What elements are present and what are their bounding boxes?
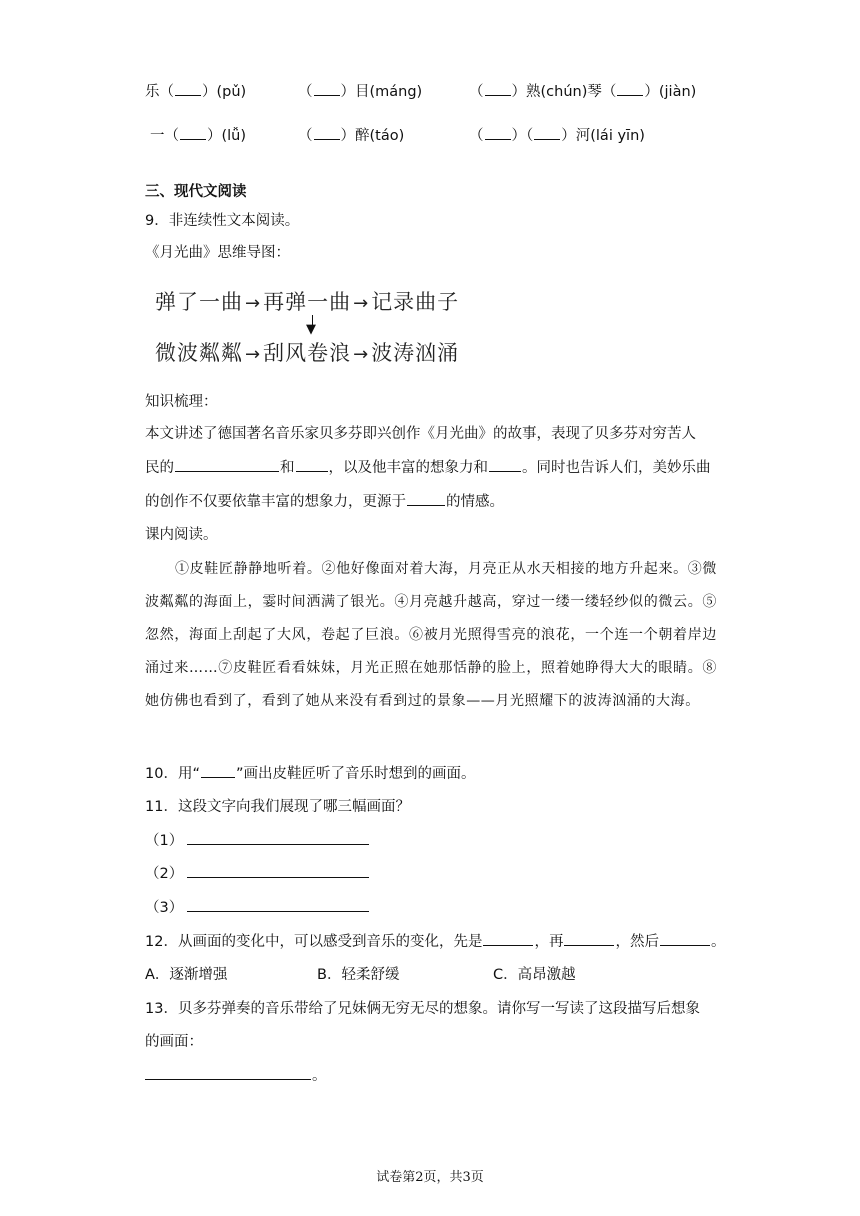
answer-blank[interactable] — [187, 897, 369, 912]
answer-blank[interactable] — [296, 456, 328, 472]
answer-blank[interactable] — [407, 490, 445, 506]
mindmap-node: 记录曲子 — [371, 290, 460, 314]
answer-line-3: （3） — [145, 896, 369, 917]
mindmap-caption: 《月光曲》思维导图： — [145, 245, 290, 261]
mindmap-node: 弹了一曲 — [155, 290, 243, 314]
question-12: 12．从画面的变化中，可以感受到音乐的变化，先是 ，再 ，然后 。 — [145, 930, 725, 951]
arrow-right-icon: → — [353, 293, 370, 314]
option-c[interactable]: C．高昂激越 — [493, 967, 576, 983]
page-footer: 试卷第2页，共3页 — [376, 1170, 484, 1185]
pinyin-item-mang: （ ）目(máng) — [298, 80, 422, 101]
mindmap-node: 再弹一曲 — [263, 290, 352, 314]
question-13: 13．贝多芬弹奏的音乐带给了兄妹俩无穷无尽的想象。请你写一写读了这段描写后想象 — [145, 1001, 700, 1017]
mindmap-node: 波涛汹涌 — [371, 341, 460, 365]
answer-blank[interactable] — [187, 863, 369, 878]
pinyin-item-lv: 一（ ）(lǚ) — [150, 124, 246, 145]
mindmap-node: 刮风卷浪 — [263, 341, 352, 365]
answer-blank[interactable] — [485, 80, 511, 96]
answer-blank[interactable] — [187, 830, 369, 845]
answer-blank[interactable] — [534, 124, 560, 140]
section-title: 三、现代文阅读 — [145, 184, 247, 200]
answer-line-13: 。 — [145, 1064, 327, 1085]
answer-line-2: （2） — [145, 862, 369, 883]
answer-blank[interactable] — [660, 930, 710, 946]
option-b[interactable]: B．轻柔舒缓 — [317, 967, 400, 983]
answer-blank[interactable] — [485, 124, 511, 140]
option-a[interactable]: A．逐渐增强 — [145, 967, 228, 983]
arrow-right-icon: → — [245, 293, 262, 314]
answer-blank[interactable] — [483, 930, 533, 946]
question-11: 11．这段文字向我们展现了哪三幅画面？ — [145, 799, 410, 815]
pinyin-item-pu: 乐（ ）(pǔ) — [145, 80, 246, 101]
mindmap-row-1 — [155, 286, 459, 316]
mindmap-node: 微波粼粼 — [155, 341, 243, 365]
pinyin-item-chun-jian: （ ）熟(chún)琴（ ）(jiàn) — [469, 80, 696, 101]
answer-blank[interactable] — [564, 930, 614, 946]
answer-blank[interactable] — [175, 456, 279, 472]
pinyin-item-tao: （ ）醉(táo) — [298, 124, 404, 145]
answer-blank[interactable] — [180, 124, 206, 140]
knowledge-line-3: 的创作不仅要依靠丰富的想象力，更源于 的情感。 — [145, 490, 504, 511]
answer-blank[interactable] — [617, 80, 643, 96]
mindmap-row-2 — [155, 337, 459, 367]
answer-line-1: （1） — [145, 829, 369, 850]
arrow-down-icon: ▼ — [306, 315, 316, 339]
answer-blank[interactable] — [314, 80, 340, 96]
question-10: 10．用“ ”画出皮鞋匠听了音乐时想到的画面。 — [145, 762, 475, 783]
reading-passage: ①皮鞋匠静静地听着。②他好像面对着大海，月亮正从水天相接的地方升起来。③微波粼粼的海面上，霎时间洒满了银光。④月亮越升越高，穿过一缕一缕轻纱似的微云。⑤忽然，海面上刮起了大风，卷起了巨浪。⑥被月光照得雪亮的浪花，一个连一个朝着岸边涌过来……⑦皮鞋匠看看妹妹，月光正照在她那恬静的脸上，照着她睁得大大的眼睛。⑧她仿佛也看到了，看到了她从来没有看到过的景象——月光照耀下的波涛汹涌的大海。 — [145, 561, 717, 709]
answer-blank[interactable] — [314, 124, 340, 140]
knowledge-line-2: 民的 和 ，以及他丰富的想象力和 。同时也告诉人们，美妙乐曲 — [145, 456, 711, 477]
question-13-line-2: 的画面： — [145, 1034, 203, 1050]
question-9: 9．非连续性文本阅读。 — [145, 213, 300, 229]
arrow-right-icon: → — [353, 344, 370, 365]
pinyin-item-lai-yin: （ ）（ ）河(lái yīn) — [469, 124, 645, 145]
answer-blank[interactable] — [201, 762, 235, 778]
knowledge-line-1: 本文讲述了德国著名音乐家贝多芬即兴创作《月光曲》的故事，表现了贝多芬对穷苦人 — [145, 426, 696, 442]
knowledge-title: 知识梳理： — [145, 394, 218, 410]
answer-blank[interactable] — [489, 456, 521, 472]
reading-title: 课内阅读。 — [145, 527, 218, 543]
answer-blank[interactable] — [175, 80, 201, 96]
arrow-right-icon: → — [245, 344, 262, 365]
answer-blank[interactable] — [145, 1064, 311, 1080]
